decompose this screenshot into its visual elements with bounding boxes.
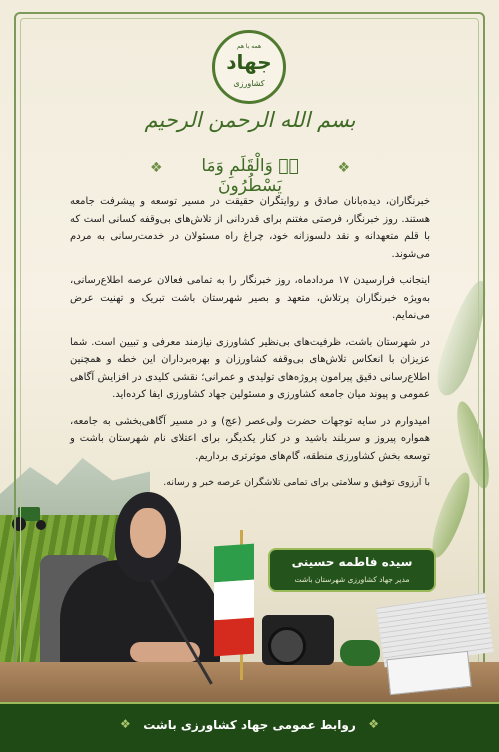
ornament-icon: ❖	[120, 717, 131, 731]
ornament-icon: ❖	[337, 160, 350, 176]
paragraph: خبرنگاران، دیده‌بانان صادق و روایتگران حقیقت در مسیر توسعه و پیشرفت جامعه هستند. روز خبرنگار، فرصتی مغتنم برای قدردانی از تلاش‌های بی‌وقفه کسانی است که با قلم متعهدانه و نقد دلسوزانه خود، چراغ راه مسئولان در خدمت‌رسانی به مردم می‌شوند.	[70, 196, 430, 260]
person-face	[130, 508, 166, 558]
signer-title: مدیر جهاد کشاورزی شهرستان باشت	[294, 575, 410, 584]
camera-icon	[262, 615, 334, 665]
flag-icon	[214, 544, 254, 657]
message-body	[70, 193, 430, 501]
logo-top-text: همه با هم	[236, 43, 262, 50]
closing-line: با آرزوی توفیق و سلامتی برای تمامی تلاشگران عرصه خبر و رسانه.	[163, 477, 430, 488]
signature-card	[268, 548, 436, 592]
ornament-icon: ❖	[368, 717, 379, 731]
paragraph: امیدوارم در سایه توجهات حضرت ولی‌عصر (عج) و در مسیر آگاهی‌بخشی به جامعه، همواره پیروز و سربلند باشید و در کنار یکدیگر، برای اعتلای نام شهرستان باشت و توسعه بخش کشاورزی منطقه، گام‌های موثرتری برداریم.	[70, 415, 430, 462]
logo-main-text: جهاد	[226, 50, 272, 74]
quran-verse: نۤ وَالْقَلَمِ وَمَا يَسْطُرُونَ	[201, 156, 299, 196]
footer-bar	[0, 702, 499, 752]
paragraph: اینجانب فرارسیدن ۱۷ مردادماه، روز خبرنگار را به تمامی فعالان عرصه اطلاع‌رسانی، به‌ویژه خبرنگاران پرتلاش، متعهد و بصیر شهرستان باشت تبریک و تهنیت عرض می‌نمایم.	[70, 275, 430, 321]
paragraph: در شهرستان باشت، ظرفیت‌های بی‌نظیر کشاورزی نیازمند معرفی و تبیین است. شما عزیزان با انعکاس تلاش‌های بی‌وقفه کشاورزان و بهره‌برداران این خطه و همچنین اطلاع‌رسانی دقیق پیرامون پروژه‌های تولیدی و عمرانی؛ نقشی کلیدی در افزایش آگاهی عمومی و پیوند میان جامعه کشاورزی و مسئولین جهاد کشاورزی ایفا کرده‌اید.	[70, 336, 430, 400]
bismillah-heading: بسم الله الرحمن الرحیم	[144, 108, 356, 132]
signer-name: سیده فاطمه حسینی	[291, 555, 413, 569]
footer-text: روابط عمومی جهاد کشاورزی باشت	[143, 718, 356, 732]
ayah-row	[150, 156, 350, 196]
logo-sub-text: کشاورزی	[233, 79, 265, 88]
ornament-icon: ❖	[150, 160, 163, 176]
microphone-icon	[340, 640, 380, 666]
jahad-keshavarzi-logo	[212, 30, 286, 104]
